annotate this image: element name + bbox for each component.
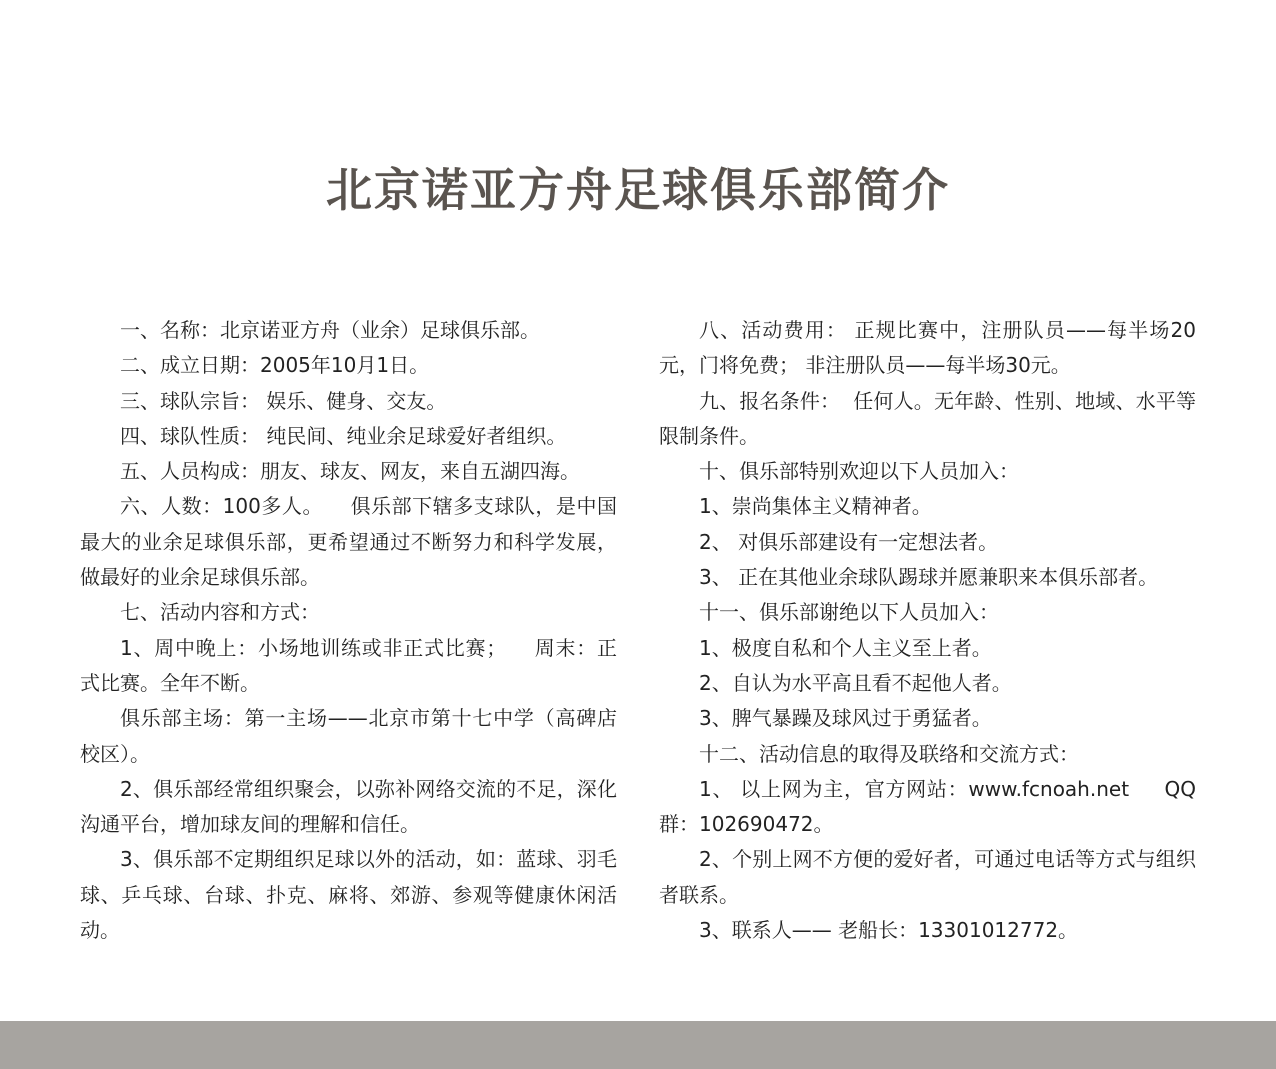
paragraph-welcome-item-2: 2、 对俱乐部建设有一定想法者。 <box>699 529 999 554</box>
paragraph-team-nature: 四、球队性质： 纯民间、纯业余足球爱好者组织。 <box>120 423 567 448</box>
paragraph-home-ground: 俱乐部主场：第一主场——北京市第十七中学（高碑店校区）。 <box>80 706 617 766</box>
paragraph-founding-date: 二、成立日期：2005年10月1日。 <box>120 353 430 378</box>
paragraph-contact-person: 3、联系人—— 老船长：13301012772。 <box>699 918 1079 943</box>
page-title: 北京诺亚方舟足球俱乐部简介 <box>326 163 950 217</box>
paragraph-decline-item-1: 1、极度自私和个人主义至上者。 <box>699 635 992 660</box>
paragraph-registration: 九、报名条件： 任何人。无年龄、性别、地域、水平等限制条件。 <box>659 388 1196 448</box>
paragraph-member-composition: 五、人员构成：朋友、球友、网友，来自五湖四海。 <box>120 459 580 484</box>
footer-bar <box>0 1021 1276 1069</box>
paragraph-name: 一、名称：北京诺亚方舟（业余）足球俱乐部。 <box>120 318 540 342</box>
left-column <box>80 313 617 948</box>
paragraph-other-activities: 3、俱乐部不定期组织足球以外的活动，如：蓝球、羽毛球、乒乓球、台球、扑克、麻将、郊游、参观等健康休闲活动。 <box>80 847 617 943</box>
paragraph-contact-phone: 2、个别上网不方便的爱好者，可通过电话等方式与组织者联系。 <box>659 847 1196 907</box>
paragraph-welcome-item-3: 3、 正在其他业余球队踢球并愿兼职来本俱乐部者。 <box>699 565 1159 590</box>
paragraph-gatherings: 2、俱乐部经常组织聚会，以弥补网络交流的不足，深化沟通平台，增加球友间的理解和信任。 <box>80 776 617 837</box>
paragraph-activity-schedule: 1、周中晚上：小场地训练或非正式比赛； 周末：正式比赛。全年不断。 <box>80 635 617 695</box>
paragraph-fees: 八、活动费用： 正规比赛中，注册队员——每半场20元，门将免费； 非注册队员——每半场30元。 <box>659 318 1196 378</box>
paragraph-contact-heading: 十二、活动信息的取得及联络和交流方式： <box>699 741 1079 766</box>
paragraph-decline-item-2: 2、自认为水平高且看不起他人者。 <box>699 670 1012 695</box>
paragraph-member-count: 六、人数：100多人。 俱乐部下辖多支球队，是中国最大的业余足球俱乐部，更希望通过不断努力和科学发展，做最好的业余足球俱乐部。 <box>80 494 617 590</box>
paragraph-decline-heading: 十一、俱乐部谢绝以下人员加入： <box>699 600 999 625</box>
paragraph-contact-website: 1、 以上网为主，官方网站：www.fcnoah.net QQ群：102690472。 <box>659 776 1196 837</box>
paragraph-welcome-heading: 十、俱乐部特别欢迎以下人员加入： <box>699 459 1019 484</box>
paragraph-welcome-item-1: 1、崇尚集体主义精神者。 <box>699 494 932 519</box>
right-column <box>659 313 1196 948</box>
paragraph-activities-heading: 七、活动内容和方式： <box>120 600 320 625</box>
paragraph-decline-item-3: 3、脾气暴躁及球风过于勇猛者。 <box>699 706 992 731</box>
paragraph-team-purpose: 三、球队宗旨： 娱乐、健身、交友。 <box>120 388 447 413</box>
